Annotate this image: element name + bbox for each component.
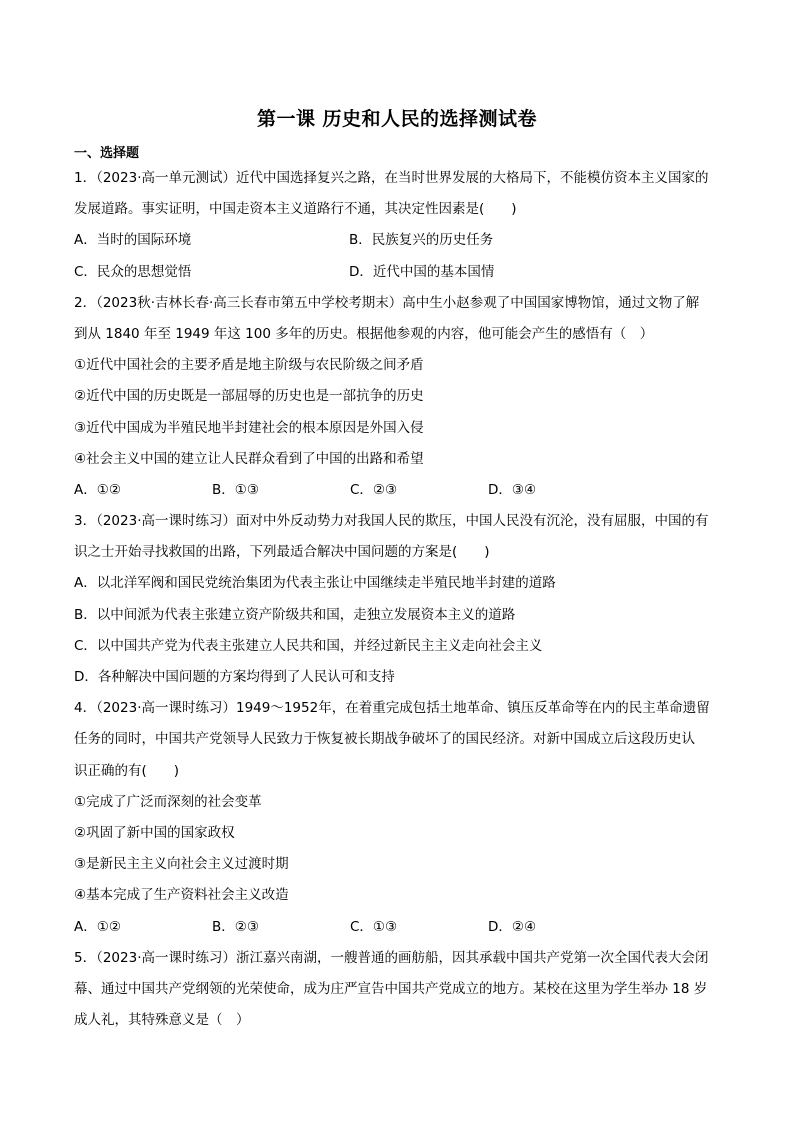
question-2-option-c: C．②③ (350, 481, 398, 498)
question-list (74, 163, 724, 1036)
question-2-statement-3: ③近代中国成为半殖民地半封建社会的根本原因是外国入侵 (74, 419, 424, 436)
question-5-stem-line-3: 成人礼，其特殊意义是（ ） (74, 1012, 250, 1029)
question-2-statement-4: ④社会主义中国的建立让人民群众看到了中国的出路和希望 (74, 450, 424, 467)
question-5-stem-line-2: 幕、通过中国共产党纲领的光荣使命，成为庄严宣告中国共产党成立的地方。某校在这里为学生举办 18 岁 (74, 980, 708, 997)
question-4-stem-line-3: 识正确的有( ) (74, 762, 180, 779)
question-2-statement-1: ①近代中国社会的主要矛盾是地主阶级与农民阶级之间矛盾 (74, 357, 424, 374)
question-4-statement-3: ③是新民主主义向社会主义过渡时期 (74, 856, 289, 873)
question-3-option-a: A．以北洋军阀和国民党统治集团为代表主张让中国继续走半殖民地半封建的道路 (74, 575, 556, 592)
question-1-options-row-1 (74, 225, 724, 256)
question-3-option-d: D．各种解决中国问题的方案均得到了人民认可和支持 (74, 669, 395, 685)
question-2-stem-line-1: 2．（2023秋·吉林长春·高三长春市第五中学校考期末）高中生小赵参观了中国国家博物馆，通过文物了解 (74, 294, 700, 311)
question-1-option-a: A．当时的国际环境 (74, 232, 192, 249)
question-2-option-a: A．①② (74, 481, 121, 498)
question-1-stem-line-2: 发展道路。事实证明，中国走资本主义道路行不通，其决定性因素是( ) (74, 201, 517, 218)
question-2-options (74, 475, 724, 506)
question-4-option-c: C．①③ (350, 918, 398, 935)
question-2-statement-2: ②近代中国的历史既是一部屈辱的历史也是一部抗争的历史 (74, 388, 424, 405)
question-4-statement-4: ④基本完成了生产资料社会主义改造 (74, 887, 289, 904)
question-1-option-b: B．民族复兴的历史任务 (349, 232, 494, 249)
question-4-option-d: D．②④ (488, 918, 537, 935)
question-1-stem-line-1: 1．（2023·高一单元测试）近代中国选择复兴之路，在当时世界发展的大格局下，不能模仿资本主义国家的 (74, 170, 709, 186)
question-1-option-c: C．民众的思想觉悟 (74, 263, 192, 280)
question-3-option-c: C．以中国共产党为代表主张建立人民共和国，并经过新民主主义走向社会主义 (74, 637, 543, 654)
question-1-options-row-2 (74, 257, 724, 288)
question-3-stem-line-1: 3．（2023·高一课时练习）面对中外反动势力对我国人民的欺压，中国人民没有沉沦，没有屈服，中国的有 (74, 513, 709, 530)
question-2-stem-line-2: 到从 1840 年至 1949 年这 100 多年的历史。根据他参观的内容，他可能会产生的感悟有（ ） (74, 325, 654, 342)
question-2-option-b: B．①③ (212, 481, 259, 498)
question-4-statement-2: ②巩固了新中国的国家政权 (74, 824, 235, 841)
question-4-stem-line-1: 4．（2023·高一课时练习）1949～1952年，在着重完成包括土地革命、镇压反革命等在内的民主革命遗留 (74, 700, 710, 717)
question-4-option-a: A．①② (74, 918, 121, 935)
question-3-option-b: B．以中间派为代表主张建立资产阶级共和国，走独立发展资本主义的道路 (74, 606, 516, 623)
question-1-option-d: D．近代中国的基本国情 (349, 263, 495, 280)
question-5-stem-line-1: 5．（2023·高一课时练习）浙江嘉兴南湖，一艘普通的画舫船，因其承载中国共产党第一次全国代表大会闭 (74, 949, 709, 966)
section-heading: 一、选择题 (74, 146, 140, 161)
question-3-stem-line-2: 识之士开始寻找救国的出路，下列最适合解决中国问题的方案是( ) (74, 544, 490, 561)
question-4-options (74, 912, 724, 943)
question-2-option-d: D．③④ (488, 481, 537, 498)
question-4-stem-line-2: 任务的同时，中国共产党领导人民致力于恢复被长期战争破坏了的国民经济。对新中国成立后这段历史认 (74, 731, 695, 748)
page-title: 第一课 历史和人民的选择测试卷 (256, 108, 538, 130)
question-4-option-b: B．②③ (212, 918, 259, 935)
question-4-statement-1: ①完成了广泛而深刻的社会变革 (74, 793, 262, 810)
